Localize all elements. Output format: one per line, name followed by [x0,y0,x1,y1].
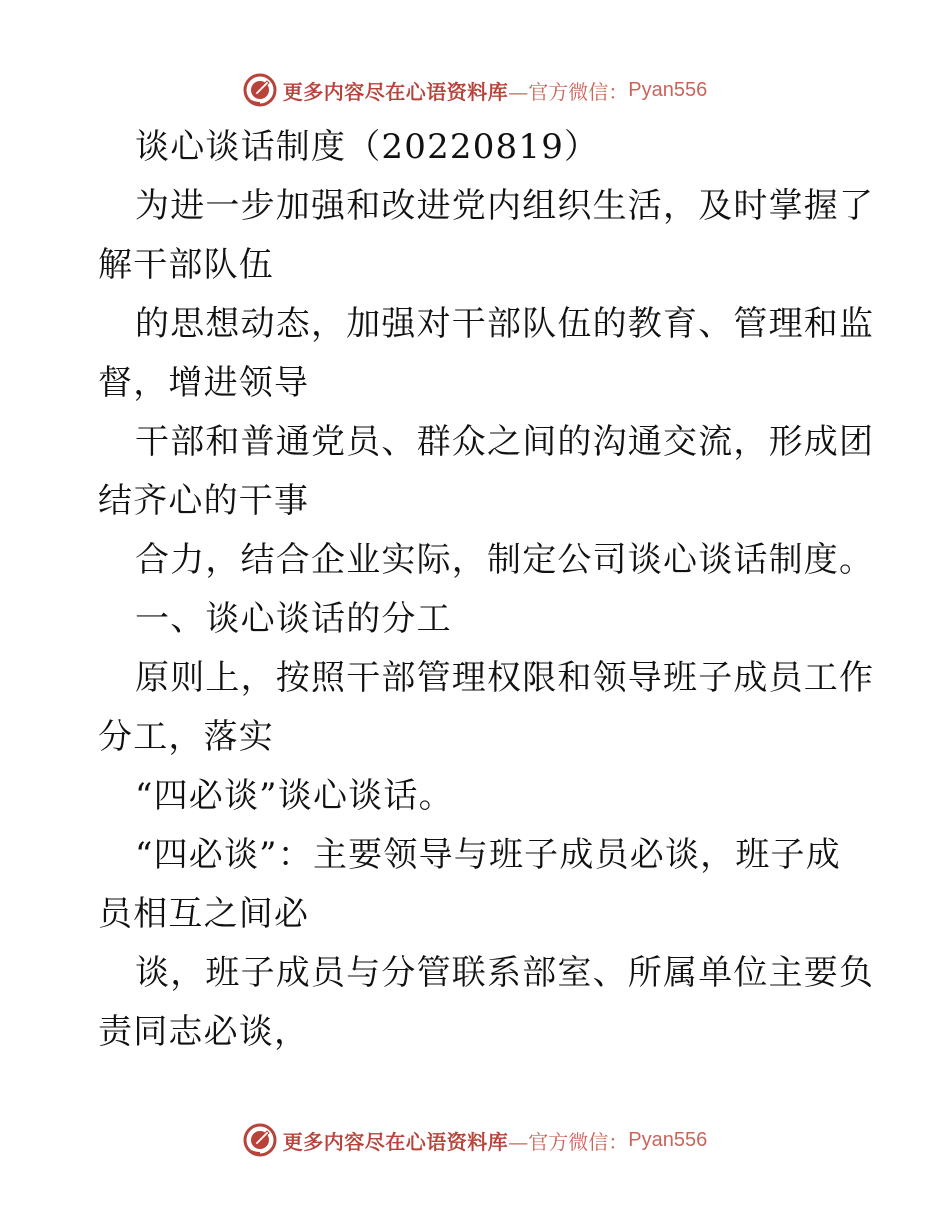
brand-logo-icon [243,1123,277,1157]
paragraph-line: 原则上，按照干部管理权限和领导班子成员工作 [135,658,875,698]
paragraph-line: 督，增进领导 [98,363,310,403]
paragraph-line: 员相互之间必 [98,894,310,934]
paragraph-line: 解干部队伍 [98,245,274,285]
header-watermark-banner [0,70,950,110]
banner-main-text: 更多内容尽在心语资料库 [282,1129,509,1154]
paragraph-line: “四必谈”谈心谈话。 [135,776,454,816]
paragraph-line: 结齐心的干事 [98,481,310,521]
paragraph-line: 责同志必谈， [98,1012,310,1052]
document-title: 谈心谈话制度（20220819） [135,127,600,167]
paragraph-line: 干部和普通党员、群众之间的沟通交流，形成团 [135,422,875,462]
section-heading: 一、谈心谈话的分工 [135,599,452,639]
brand-logo-icon [243,73,277,107]
paragraph-line: 合力，结合企业实际，制定公司谈心谈话制度。 [135,540,875,580]
document-body [98,118,875,1062]
banner-wechat-id: Pyan556 [628,78,708,101]
paragraph-line: 分工，落实 [98,717,274,757]
paragraph-line: 的思想动态，加强对干部队伍的教育、管理和监 [135,304,875,344]
paragraph-line: “四必谈”：主要领导与班子成员必谈，班子成 [135,835,841,875]
banner-sub-text: —官方微信： [508,79,629,104]
banner-sub-text: —官方微信： [508,1129,629,1154]
banner-main-text: 更多内容尽在心语资料库 [282,79,509,104]
paragraph-line: 为进一步加强和改进党内组织生活，及时掌握了 [135,186,875,226]
footer-watermark-banner [0,1120,950,1160]
banner-wechat-id: Pyan556 [628,1128,708,1151]
paragraph-line: 谈，班子成员与分管联系部室、所属单位主要负 [135,953,875,993]
